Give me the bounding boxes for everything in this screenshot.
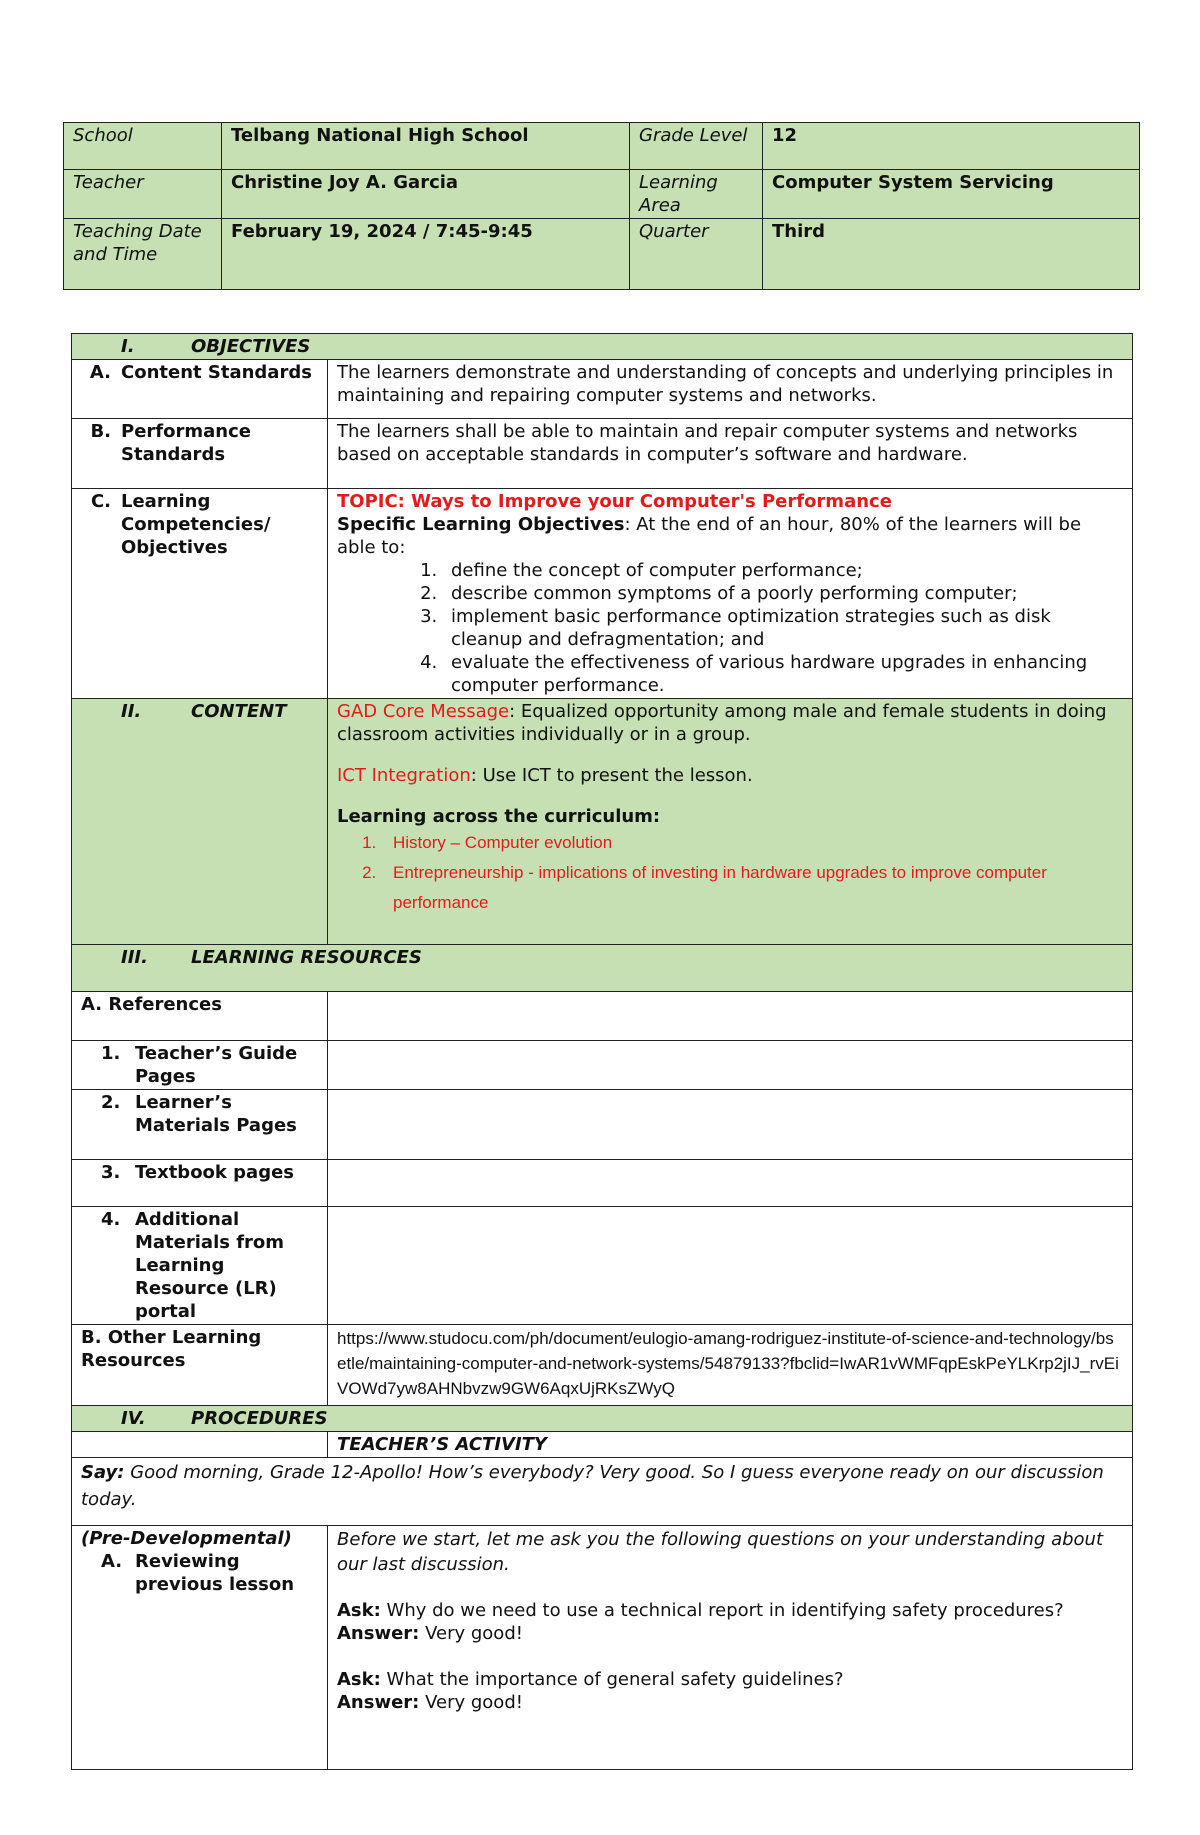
textbook-pages-value (328, 1160, 1133, 1207)
references-value (328, 992, 1133, 1041)
grade-value: 12 (763, 123, 1140, 170)
date-value: February 19, 2024 / 7:45-9:45 (222, 219, 630, 290)
content-cell (328, 699, 1133, 945)
additional-materials-label: 4. Additional Materials from Learning Resource (LR) portal (72, 1207, 328, 1325)
teachers-guide-label: 1. Teacher’s Guide Pages (72, 1041, 328, 1090)
additional-materials-value (328, 1207, 1133, 1325)
gad-message: GAD Core Message: Equalized opportunity among male and female students in doing classroom activities individually or in a group. (337, 701, 1107, 745)
grade-label: Grade Level (630, 123, 763, 170)
other-resources-link[interactable]: https://www.studocu.com/ph/document/eulogio-amang-rodriguez-institute-of-science-and-technology/bsetle/maintaining-computer-and-network-systems/54879133?fbclid=IwAR1vWMFqpEskPeYLKrp2jIJ_rvEiVOWd7yw8AHNbvzw9GW6AqxUjRKsZWyQ (328, 1325, 1133, 1406)
performance-standards-label: B. Performance Standards (72, 419, 328, 489)
teachers-guide-value (328, 1041, 1133, 1090)
list-item: 4. evaluate the effectiveness of various hardware upgrades in enhancing computer performance. (443, 651, 1123, 697)
content-standards-label: A. Content Standards (72, 360, 328, 419)
resources-header: III. LEARNING RESOURCES (72, 945, 1133, 992)
header-table (63, 122, 1140, 290)
teacher-label: Teacher (64, 170, 222, 219)
topic-title: TOPIC: Ways to Improve your Computer's Performance (337, 491, 892, 512)
competencies-cell (328, 489, 1133, 699)
objectives-header: I. OBJECTIVES (72, 334, 1133, 360)
ict-integration: ICT Integration: Use ICT to present the lesson. (337, 765, 753, 786)
ask-question-2: Ask: What the importance of general safety guidelines? (337, 1669, 844, 1690)
specific-objectives-intro: Specific Learning Objectives: At the end of an hour, 80% of the learners will be able to: (337, 514, 1082, 558)
teacher-value: Christine Joy A. Garcia (222, 170, 630, 219)
ask-question-1: Ask: Why do we need to use a technical report in identifying safety procedures? (337, 1600, 1064, 1621)
date-label: Teaching Date and Time (64, 219, 222, 290)
list-item: 2. describe common symptoms of a poorly performing computer; (443, 582, 1123, 605)
references-label: A. References (72, 992, 328, 1041)
performance-standards-text: The learners shall be able to maintain and repair computer systems and networks based on acceptable standards in computer’s software and hardware. (328, 419, 1133, 489)
across-curriculum-list (337, 828, 1123, 918)
learners-materials-label: 2. Learner’s Materials Pages (72, 1090, 328, 1160)
school-label: School (64, 123, 222, 170)
list-item: 1. History – Computer evolution (381, 828, 1123, 858)
procedures-header: IV. PROCEDURES (72, 1406, 1133, 1432)
school-value: Telbang National High School (222, 123, 630, 170)
content-header: II. CONTENT (72, 699, 328, 945)
greeting-say: Say: Good morning, Grade 12-Apollo! How’s everybody? Very good. So I guess everyone ready on our discussion today. (72, 1458, 1133, 1526)
list-item: 1. define the concept of computer performance; (443, 559, 1123, 582)
objectives-list (337, 559, 1123, 697)
teacher-activity-header: TEACHER’S ACTIVITY (328, 1432, 1133, 1458)
quarter-value: Third (763, 219, 1140, 290)
lesson-plan-table (71, 333, 1133, 1770)
review-intro: Before we start, let me ask you the following questions on your understanding about our last discussion. (337, 1529, 1104, 1575)
list-item: 2. Entrepreneurship - implications of investing in hardware upgrades to improve computer performance (381, 858, 1123, 918)
area-label: Learning Area (630, 170, 763, 219)
learners-materials-value (328, 1090, 1133, 1160)
textbook-pages-label: 3. Textbook pages (72, 1160, 328, 1207)
activity-empty-cell (72, 1432, 328, 1458)
answer-1: Answer: Very good! (337, 1623, 523, 1644)
area-value: Computer System Servicing (763, 170, 1140, 219)
quarter-label: Quarter (630, 219, 763, 290)
content-standards-text: The learners demonstrate and understanding of concepts and underlying principles in maintaining and repairing computer systems and networks. (328, 360, 1133, 419)
other-resources-label: B. Other Learning Resources (72, 1325, 328, 1406)
answer-2: Answer: Very good! (337, 1692, 523, 1713)
pre-developmental-label: (Pre-Developmental) A. Reviewing previous lesson (72, 1526, 328, 1770)
competencies-label: C. Learning Competencies/ Objectives (72, 489, 328, 699)
across-curriculum-title: Learning across the curriculum: (337, 806, 661, 827)
list-item: 3. implement basic performance optimization strategies such as disk cleanup and defragmentation; and (443, 605, 1123, 651)
review-cell (328, 1526, 1133, 1770)
